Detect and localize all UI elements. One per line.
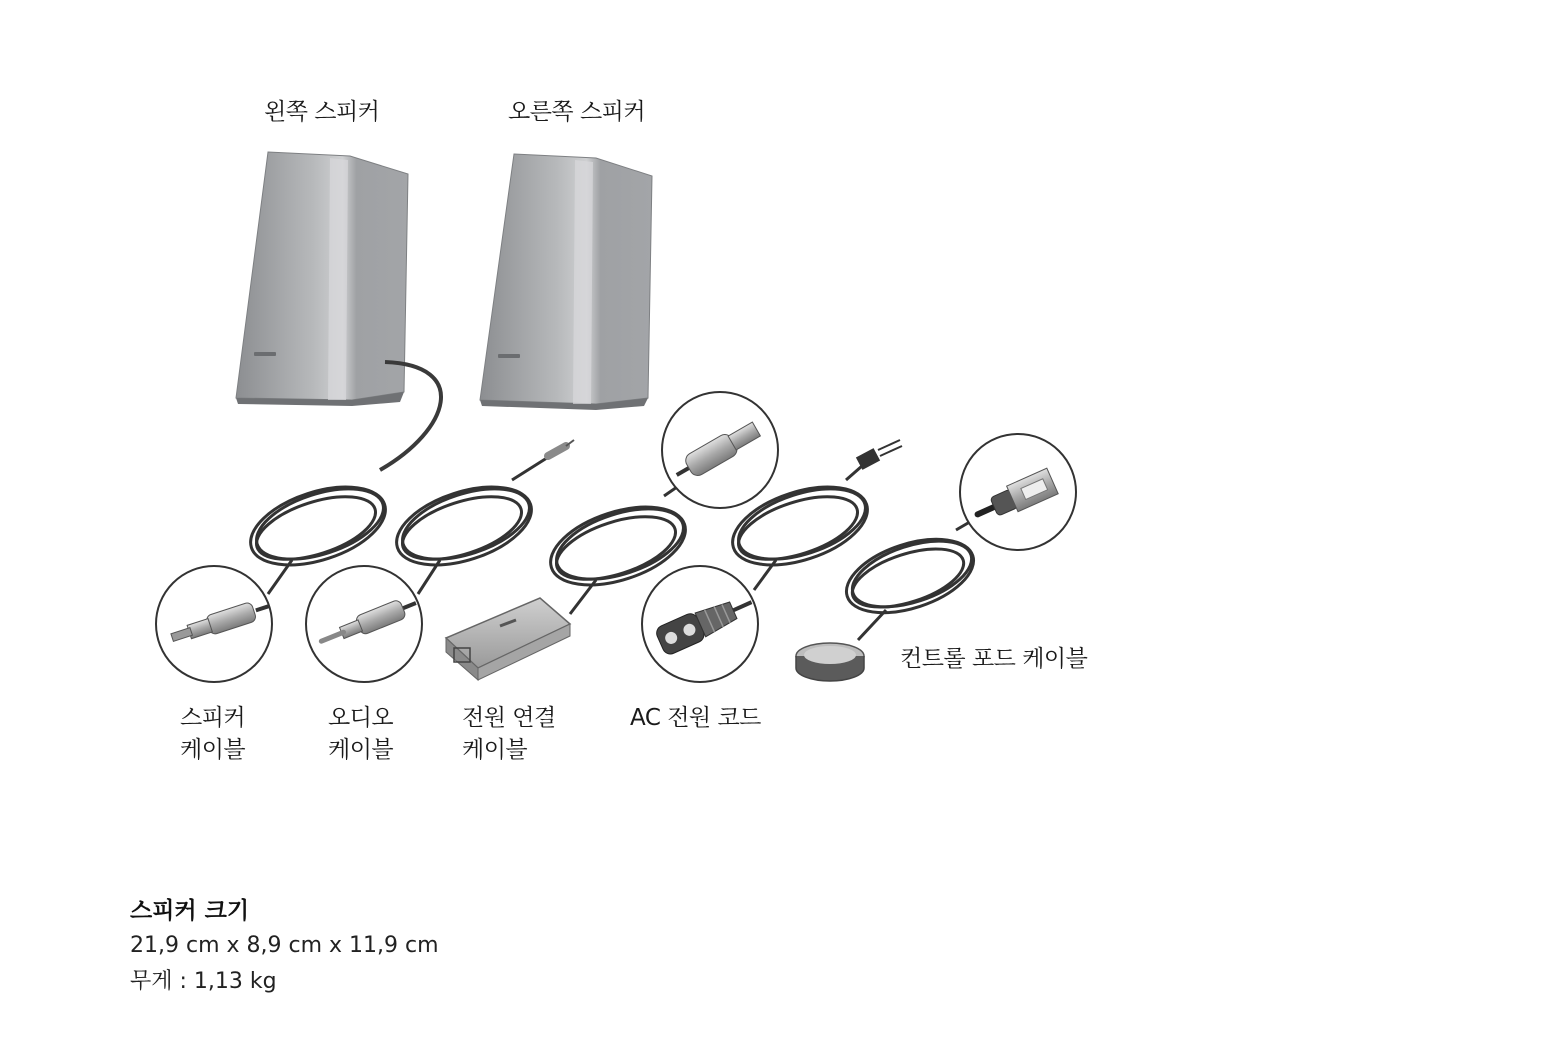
brand-badge-icon xyxy=(254,352,276,356)
left-speaker-label: 왼쪽 스피커 xyxy=(264,99,380,125)
audio-cable-label: 오디오 케이블 xyxy=(328,705,394,763)
speaker-cable-label: 스피커 케이블 xyxy=(180,705,246,763)
speaker-specs xyxy=(130,894,439,1000)
control-pod-icon xyxy=(796,643,864,681)
power-adapter-icon xyxy=(446,598,570,680)
audio-plug-tip-icon xyxy=(548,440,574,456)
spec-weight: 무게 : 1,13 kg xyxy=(130,969,277,994)
power-cable-label: 전원 연결 케이블 xyxy=(462,705,556,763)
control-pod-cable-label: 컨트롤 포드 케이블 xyxy=(900,646,1088,672)
left-speaker xyxy=(236,152,408,406)
ac-cord-label: AC 전원 코드 xyxy=(630,705,761,731)
control-pod-cable-coil xyxy=(837,516,982,640)
spec-title: 스피커 크기 xyxy=(130,898,250,924)
ac-plug-tip-icon xyxy=(856,440,902,470)
right-speaker-label: 오른쪽 스피커 xyxy=(508,99,646,125)
spec-dimensions: 21,9 cm x 8,9 cm x 11,9 cm xyxy=(130,933,439,958)
audio-cable-coil xyxy=(387,456,550,594)
right-speaker xyxy=(480,154,652,410)
